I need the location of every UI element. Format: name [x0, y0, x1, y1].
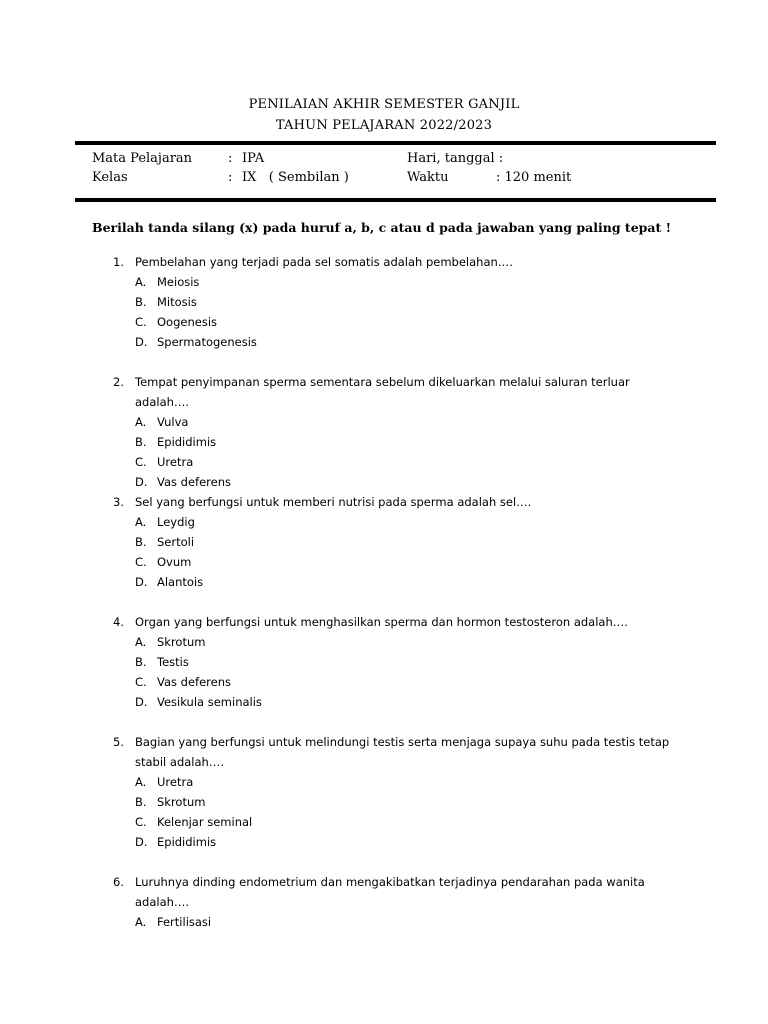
option-letter: A.	[135, 275, 147, 289]
option-text: Mitosis	[157, 295, 197, 309]
subject-value: IPA	[242, 151, 265, 166]
option-text: Ovum	[157, 555, 192, 569]
answer-option-c[interactable]	[135, 452, 673, 472]
answer-option-b[interactable]	[135, 532, 673, 552]
instruction-text: Berilah tanda silang (x) pada huruf a, b, c atau d pada jawaban yang paling tepat !	[92, 220, 672, 235]
option-text: Kelenjar seminal	[157, 815, 253, 829]
date-label: Hari, tanggal :	[407, 151, 504, 166]
answer-option-a[interactable]	[135, 272, 673, 292]
answer-option-c[interactable]	[135, 672, 673, 692]
option-text: Fertilisasi	[157, 915, 212, 929]
question-4	[113, 612, 673, 712]
subject-label: Mata Pelajaran	[92, 151, 193, 166]
option-text: Alantois	[157, 575, 204, 589]
option-letter: D.	[135, 575, 148, 589]
option-letter: C.	[135, 815, 147, 829]
option-letter: C.	[135, 455, 147, 469]
answer-option-b[interactable]	[135, 432, 673, 452]
time-label: Waktu	[407, 170, 449, 185]
option-text: Epididimis	[157, 835, 217, 849]
option-letter: A.	[135, 415, 147, 429]
option-letter: B.	[135, 435, 147, 449]
option-text: Uretra	[157, 455, 194, 469]
answer-option-a[interactable]	[135, 912, 673, 932]
option-text: Spermatogenesis	[157, 335, 257, 349]
question-number: 6.	[113, 875, 124, 889]
answer-option-a[interactable]	[135, 512, 673, 532]
option-letter: D.	[135, 475, 148, 489]
option-text: Sertoli	[157, 535, 195, 549]
option-letter: B.	[135, 295, 147, 309]
option-text: Meiosis	[157, 275, 200, 289]
answer-option-d[interactable]	[135, 692, 673, 712]
question-text: Pembelahan yang terjadi pada sel somatis adalah pembelahan….	[135, 255, 513, 269]
answer-option-c[interactable]	[135, 312, 673, 332]
option-text: Skrotum	[157, 795, 206, 809]
option-letter: A.	[135, 635, 147, 649]
option-letter: C.	[135, 315, 147, 329]
answer-option-a[interactable]	[135, 412, 673, 432]
top-divider	[75, 141, 716, 145]
answer-option-b[interactable]	[135, 792, 673, 812]
class-label: Kelas	[92, 170, 128, 185]
answer-option-d[interactable]	[135, 572, 673, 592]
answer-option-a[interactable]	[135, 632, 673, 652]
option-text: Testis	[157, 655, 189, 669]
bottom-divider	[75, 198, 716, 202]
question-number: 1.	[113, 255, 124, 269]
question-number: 5.	[113, 735, 124, 749]
option-text: Epididimis	[157, 435, 217, 449]
option-letter: D.	[135, 835, 148, 849]
option-text: Vesikula seminalis	[157, 695, 262, 709]
question-text: Bagian yang berfungsi untuk melindungi testis serta menjaga supaya suhu pada testis tetap stabil adalah….	[135, 735, 670, 769]
question-number: 4.	[113, 615, 124, 629]
answer-option-b[interactable]	[135, 652, 673, 672]
question-text: Luruhnya dinding endometrium dan mengakibatkan terjadinya pendarahan pada wanita adalah….	[135, 875, 645, 909]
class-colon: :	[228, 170, 233, 185]
answer-option-d[interactable]	[135, 832, 673, 852]
question-text: Tempat penyimpanan sperma sementara sebelum dikeluarkan melalui saluran terluar adalah….	[135, 375, 630, 409]
option-text: Vulva	[157, 415, 189, 429]
question-5	[113, 732, 673, 852]
subject-colon: :	[228, 151, 233, 166]
option-letter: B.	[135, 655, 147, 669]
class-value: IX ( Sembilan )	[242, 170, 349, 185]
time-value: : 120 menit	[496, 170, 572, 185]
question-1	[113, 252, 673, 352]
page-subtitle: TAHUN PELAJARAN 2022/2023	[275, 118, 493, 133]
answer-option-d[interactable]	[135, 332, 673, 352]
question-text: Organ yang berfungsi untuk menghasilkan sperma dan hormon testosteron adalah….	[135, 615, 628, 629]
option-text: Vas deferens	[157, 675, 231, 689]
option-letter: A.	[135, 515, 147, 529]
question-3	[113, 492, 673, 592]
answer-option-b[interactable]	[135, 292, 673, 312]
option-letter: C.	[135, 555, 147, 569]
option-letter: B.	[135, 535, 147, 549]
answer-option-c[interactable]	[135, 812, 673, 832]
option-letter: D.	[135, 335, 148, 349]
answer-option-d[interactable]	[135, 472, 673, 492]
answer-option-a[interactable]	[135, 772, 673, 792]
option-text: Uretra	[157, 775, 194, 789]
option-letter: A.	[135, 775, 147, 789]
option-letter: D.	[135, 695, 148, 709]
question-6	[113, 872, 673, 932]
option-text: Oogenesis	[157, 315, 218, 329]
question-number: 3.	[113, 495, 124, 509]
option-letter: C.	[135, 675, 147, 689]
page-title: PENILAIAN AKHIR SEMESTER GANJIL	[248, 97, 520, 112]
option-text: Skrotum	[157, 635, 206, 649]
question-number: 2.	[113, 375, 124, 389]
option-letter: A.	[135, 915, 147, 929]
option-text: Vas deferens	[157, 475, 231, 489]
question-2	[113, 372, 673, 492]
answer-option-c[interactable]	[135, 552, 673, 572]
option-letter: B.	[135, 795, 147, 809]
question-text: Sel yang berfungsi untuk memberi nutrisi pada sperma adalah sel….	[135, 495, 532, 509]
option-text: Leydig	[157, 515, 195, 529]
